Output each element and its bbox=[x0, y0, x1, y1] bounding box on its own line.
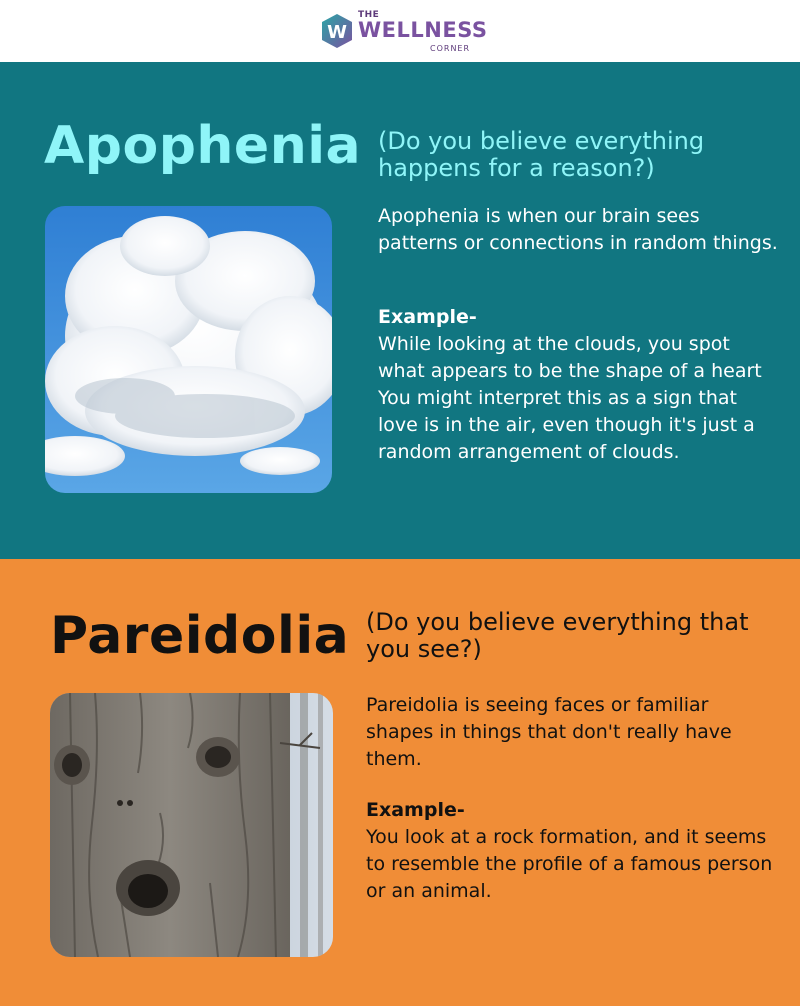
section-title: Pareidolia bbox=[50, 606, 350, 666]
tree-face-photo bbox=[50, 693, 333, 957]
clouds-photo bbox=[45, 206, 332, 493]
pareidolia-section bbox=[0, 559, 800, 1006]
tree-face-illustration bbox=[50, 693, 333, 957]
example-text: You look at a rock formation, and it seems to resemble the profile of a famous person or an animal. bbox=[366, 826, 773, 902]
logo-text-the: THE bbox=[358, 10, 380, 20]
logo-text-corner: CORNER bbox=[430, 44, 471, 53]
header bbox=[0, 0, 800, 62]
section-description: Apophenia is when our brain sees patterns or connections in random things. bbox=[378, 205, 778, 254]
logo-text-wellness: WELLNESS bbox=[358, 18, 488, 42]
example-text: While looking at the clouds, you spot what appears to be the shape of a heart You might interpret this as a sign that love is in the air, even though it's just a random arrangement of clouds. bbox=[378, 333, 762, 463]
section-description: Pareidolia is seeing faces or familiar shapes in things that don't really have them. bbox=[366, 694, 732, 770]
svg-text:W: W bbox=[327, 22, 347, 43]
example-label: Example- bbox=[366, 799, 465, 821]
section-question: (Do you believe everything happens for a reason?) bbox=[378, 127, 705, 182]
logo-badge-icon bbox=[318, 12, 356, 50]
wellness-corner-logo[interactable] bbox=[318, 8, 488, 54]
example-label: Example- bbox=[378, 306, 477, 328]
section-question: (Do you believe everything that you see?) bbox=[366, 608, 749, 663]
section-title: Apophenia bbox=[44, 116, 362, 176]
clouds-illustration bbox=[45, 206, 332, 493]
apophenia-section bbox=[0, 62, 800, 559]
